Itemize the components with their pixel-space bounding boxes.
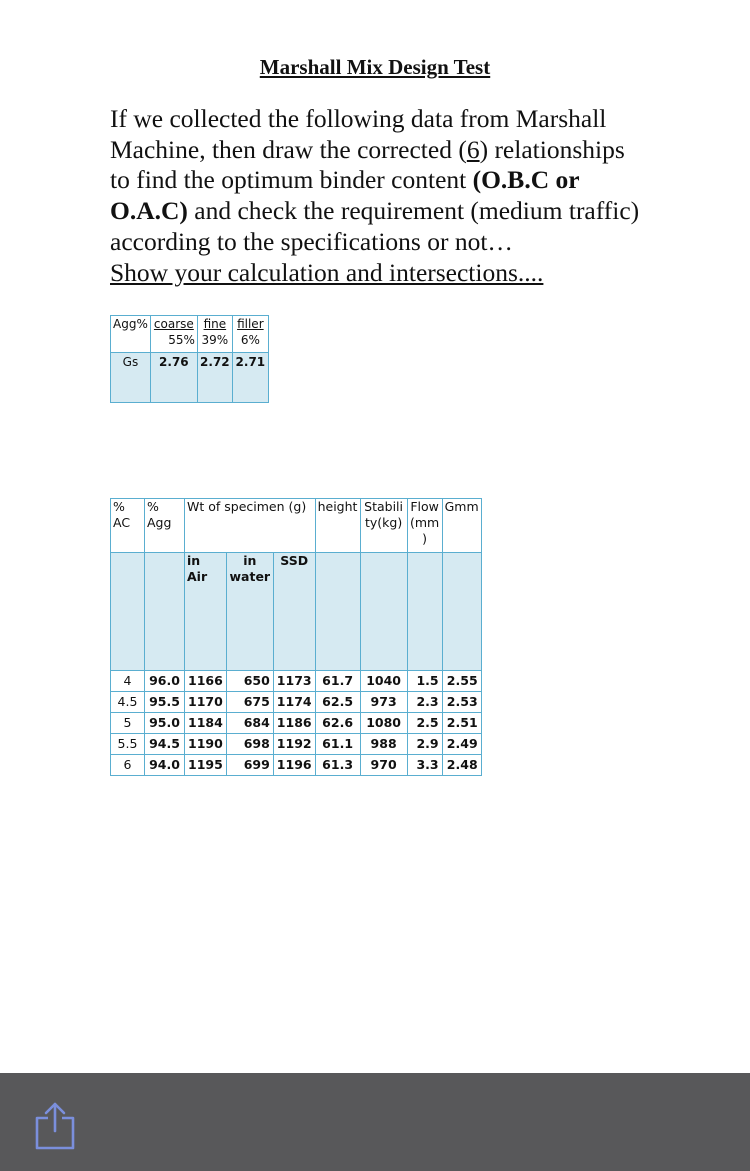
bottom-toolbar (0, 1073, 750, 1171)
cell-in-air: 1166 (185, 671, 227, 692)
cell-in-water: 698 (226, 734, 273, 755)
cell-gmm: 2.48 (442, 755, 481, 776)
subheader-empty (145, 553, 185, 671)
agg-label: Agg% (111, 316, 151, 353)
cell-in-air: 1190 (185, 734, 227, 755)
cell-height: 62.5 (315, 692, 360, 713)
coarse-percent: 55% (168, 333, 195, 347)
filler-percent: 6% (240, 333, 260, 347)
cell-gmm: 2.55 (442, 671, 481, 692)
fine-percent: 39% (201, 333, 229, 347)
cell-agg: 94.5 (145, 734, 185, 755)
cell-agg: 96.0 (145, 671, 185, 692)
header-gmm: Gmm (442, 499, 481, 553)
header-ac: % AC (111, 499, 145, 553)
header-weight: Wt of specimen (g) (185, 499, 316, 553)
table-row (111, 734, 482, 755)
table-row (111, 755, 482, 776)
paragraph-instruction: Show your calculation and intersections.... (110, 257, 544, 287)
table-row (111, 713, 482, 734)
cell-in-water: 650 (226, 671, 273, 692)
gs-label: Gs (111, 353, 151, 403)
paragraph-text-3: and check the requirement (medium traffic) according to the specifications or not… (110, 196, 640, 256)
share-icon (34, 1101, 76, 1151)
cell-ac: 6 (111, 755, 145, 776)
cell-gmm: 2.51 (442, 713, 481, 734)
cell-gmm: 2.53 (442, 692, 481, 713)
cell-agg: 95.5 (145, 692, 185, 713)
paragraph-text-1: If we collected the following data from Marshall Machine, then draw the corrected ( (110, 104, 607, 164)
coarse-cell (150, 316, 197, 353)
cell-flow: 2.9 (407, 734, 442, 755)
cell-height: 61.1 (315, 734, 360, 755)
cell-agg: 95.0 (145, 713, 185, 734)
cell-in-water: 684 (226, 713, 273, 734)
paragraph-obc: (O.B.C or O.A.C) (110, 165, 580, 226)
gs-coarse: 2.76 (150, 353, 197, 403)
coarse-label: coarse (153, 317, 194, 331)
cell-stability: 970 (360, 755, 407, 776)
gs-filler: 2.71 (232, 353, 268, 403)
subheader-empty (442, 553, 481, 671)
subheader-empty (111, 553, 145, 671)
cell-ssd: 1192 (273, 734, 315, 755)
cell-flow: 3.3 (407, 755, 442, 776)
cell-height: 61.3 (315, 755, 360, 776)
aggregate-table (110, 315, 269, 403)
subheader-empty (315, 553, 360, 671)
cell-in-air: 1184 (185, 713, 227, 734)
filler-cell (232, 316, 268, 353)
header-height: height (315, 499, 360, 553)
cell-in-air: 1170 (185, 692, 227, 713)
cell-ssd: 1196 (273, 755, 315, 776)
subheader-in-water: in water (226, 553, 273, 671)
cell-in-water: 675 (226, 692, 273, 713)
cell-stability: 988 (360, 734, 407, 755)
cell-flow: 2.3 (407, 692, 442, 713)
cell-ac: 5 (111, 713, 145, 734)
paragraph-text-2: ) relationships to find the optimum binder content (110, 134, 625, 195)
cell-ssd: 1186 (273, 713, 315, 734)
cell-ssd: 1173 (273, 671, 315, 692)
cell-stability: 973 (360, 692, 407, 713)
cell-flow: 2.5 (407, 713, 442, 734)
filler-label: filler (237, 317, 264, 331)
marshall-data-table (110, 498, 482, 776)
table-row (111, 692, 482, 713)
header-agg: % Agg (145, 499, 185, 553)
subheader-ssd: SSD (273, 553, 315, 671)
fine-label: fine (203, 317, 227, 331)
cell-agg: 94.0 (145, 755, 185, 776)
cell-in-air: 1195 (185, 755, 227, 776)
paragraph-count: 6 (466, 134, 480, 164)
subheader-in-air: in Air (185, 553, 227, 671)
cell-ac: 4.5 (111, 692, 145, 713)
page-title: Marshall Mix Design Test (259, 55, 491, 79)
question-paragraph (110, 104, 650, 288)
header-stability: Stabili ty(kg) (360, 499, 407, 553)
cell-height: 62.6 (315, 713, 360, 734)
cell-ac: 5.5 (111, 734, 145, 755)
header-flow: Flow (mm ) (407, 499, 442, 553)
subheader-empty (360, 553, 407, 671)
cell-stability: 1040 (360, 671, 407, 692)
cell-stability: 1080 (360, 713, 407, 734)
cell-ac: 4 (111, 671, 145, 692)
cell-gmm: 2.49 (442, 734, 481, 755)
fine-cell (197, 316, 232, 353)
cell-ssd: 1174 (273, 692, 315, 713)
cell-flow: 1.5 (407, 671, 442, 692)
cell-in-water: 699 (226, 755, 273, 776)
share-button[interactable] (34, 1101, 76, 1151)
gs-fine: 2.72 (197, 353, 232, 403)
table-row (111, 671, 482, 692)
subheader-empty (407, 553, 442, 671)
cell-height: 61.7 (315, 671, 360, 692)
